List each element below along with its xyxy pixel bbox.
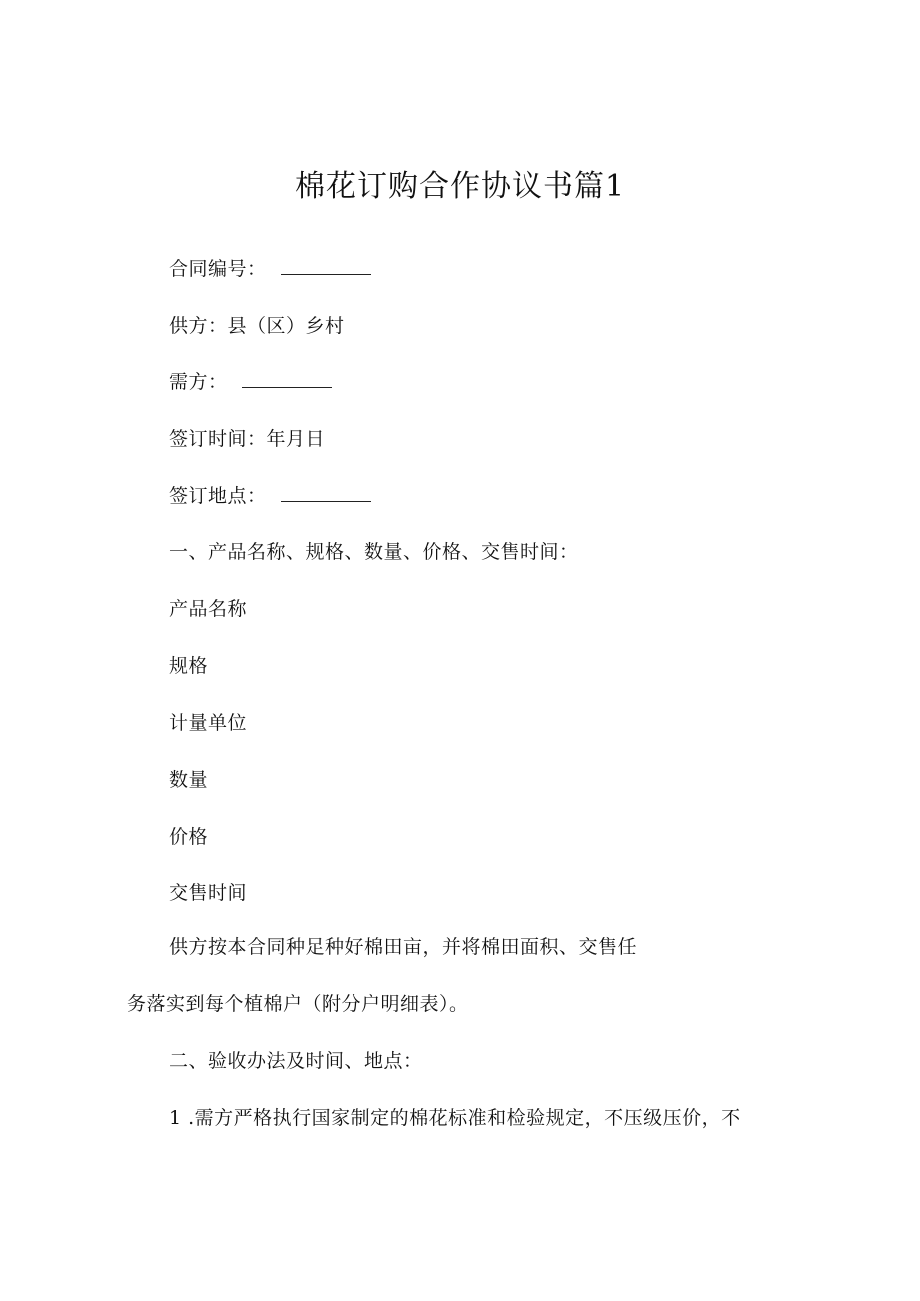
- section1-paragraph-line1: 供方按本合同种足种好棉田亩，并将棉田面积、交售任: [169, 936, 638, 958]
- section2-item-1: 1 .需方严格执行国家制定的棉花标准和检验规定，不压级压价，不: [169, 1107, 741, 1129]
- document-title: 棉花订购合作协议书篇1: [294, 169, 626, 204]
- list-item: 交售时间: [169, 882, 248, 904]
- sign-place-field: [169, 483, 371, 509]
- sign-place-label: 签订地点：: [169, 485, 267, 507]
- sign-place-blank: [281, 483, 371, 502]
- section1-paragraph-line2: 务落实到每个植棉户（附分户明细表）。: [127, 993, 469, 1015]
- sign-time-line: 签订时间：年月日: [169, 428, 326, 450]
- contract-number-field: [169, 256, 371, 282]
- supplier-line: 供方：县（区）乡村: [169, 315, 345, 337]
- list-item: 规格: [169, 655, 209, 677]
- list-item: 计量单位: [169, 712, 248, 734]
- contract-number-blank: [281, 256, 371, 275]
- list-item: 产品名称: [169, 598, 248, 620]
- list-item: 数量: [169, 769, 209, 791]
- section2-heading: 二、验收办法及时间、地点：: [169, 1050, 423, 1072]
- list-item: 价格: [169, 826, 209, 848]
- buyer-blank: [242, 369, 332, 388]
- section1-heading: 一、产品名称、规格、数量、价格、交售时间：: [169, 541, 579, 563]
- buyer-label: 需方：: [169, 371, 228, 393]
- contract-number-label: 合同编号：: [169, 258, 267, 280]
- buyer-field: [169, 369, 332, 395]
